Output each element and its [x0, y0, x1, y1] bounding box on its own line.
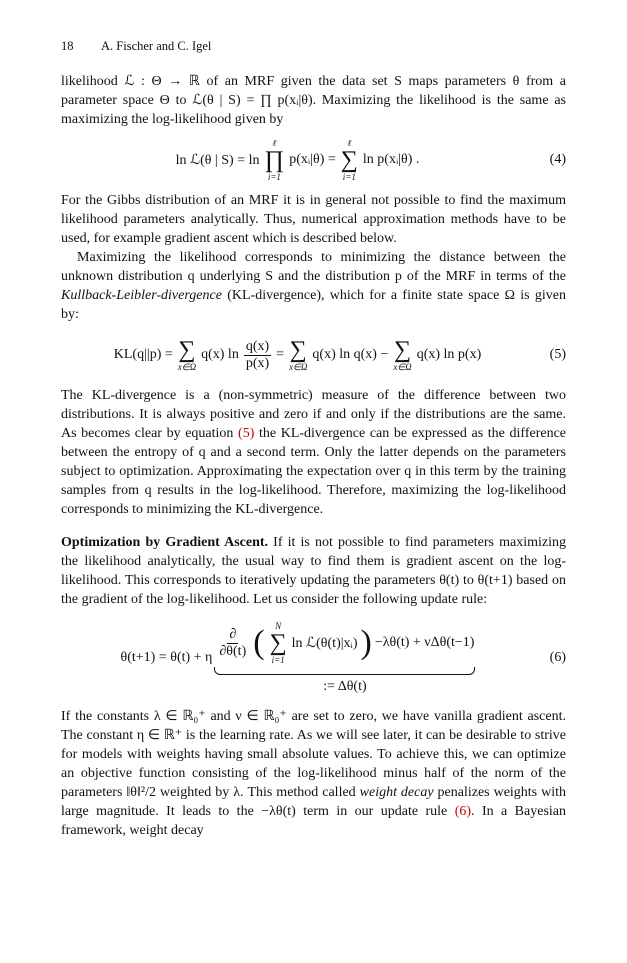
sum-operator-1: [178, 338, 196, 372]
equation-6-lhs: θ(t+1) = θ(t) + η: [120, 650, 213, 665]
equation-6-inner: ln ℒ(θ(t)|xᵢ): [291, 635, 358, 651]
underbrace-label: := Δθ(t): [323, 679, 367, 694]
equation-4: [61, 129, 566, 191]
paragraph-weight-decay-mid: penalizes weights with large magnitude. It leads to the −λθ(t) term in our update rule: [61, 785, 566, 819]
sum-symbol: ∑: [289, 337, 307, 363]
kl-divergence-term: Kullback-Leibler-divergence: [61, 288, 222, 303]
left-paren: (: [253, 624, 265, 661]
equation-6-tail: −λθ(t) + νΔθ(t−1): [374, 635, 475, 650]
paragraph-kl-intro: [61, 248, 566, 324]
equation-5-fraction: [244, 339, 271, 372]
equation-4-mid: p(xᵢ|θ) =: [289, 152, 336, 167]
page: [61, 36, 566, 840]
paragraph-likelihood-line2: a parameter space Θ to ℒ(θ | S) = ∏ p(xᵢ|θ). Maximizing the likelihood is the: [61, 74, 566, 108]
sum-operator: [341, 138, 358, 182]
sum-operator: [270, 621, 287, 665]
equation-5: [61, 324, 566, 386]
sum-symbol: ∑: [269, 630, 287, 656]
paragraph-kl-intro-after: (KL-divergence), which for a finite state space Ω is given by:: [61, 288, 566, 322]
sum-lower-limit: x∈Ω: [177, 362, 197, 372]
section-heading: Optimization by Gradient Ascent.: [61, 535, 269, 550]
right-paren: ): [360, 624, 372, 661]
product-lower-limit: i=1: [267, 172, 281, 182]
derivative-numerator: ∂: [229, 626, 237, 642]
product-operator: [264, 138, 284, 182]
equation-4-number: (4): [549, 152, 566, 167]
sum-lower-limit: x∈Ω: [393, 362, 412, 372]
equation-5-term3: q(x) ln p(x): [416, 347, 482, 362]
sum-symbol: ∑: [393, 337, 412, 363]
sum-lower-limit: x∈Ω: [289, 362, 308, 372]
equation-5-term1: q(x) ln: [201, 347, 239, 362]
paragraph-likelihood-line3: same as maximizing the log-likelihood given by: [61, 93, 567, 127]
paragraph-kl-properties-before: The KL-divergence is a (non-symmetric) measure of the difference between two distributions. It is always positive and zero if and only if the distributions are the same. As becomes clear by equation: [61, 388, 566, 441]
fraction-denominator: p(x): [245, 355, 270, 371]
equation-5-body: [61, 338, 534, 372]
sum-operator-2: [289, 338, 307, 372]
paragraph-weight-decay-after: . In a Bayesian framework, weight decay: [61, 804, 566, 838]
sum-lower-limit: i=1: [342, 172, 356, 182]
equation-5-link[interactable]: (5): [238, 426, 255, 441]
sum-upper-limit: N: [275, 621, 282, 631]
fraction-numerator: q(x): [245, 338, 270, 354]
equation-5-equals: =: [276, 347, 285, 362]
paragraph-kl-intro-before: Maximizing the likelihood corresponds to minimizing the distance between the unknown distribution q underlying S and the distribution p of the MRF in terms of the: [61, 250, 566, 284]
equation-4-body: [61, 138, 534, 182]
equation-4-rhs: ln p(xᵢ|θ) .: [362, 152, 420, 167]
derivative-denominator: ∂θ(t): [219, 643, 247, 659]
sum-symbol: ∑: [340, 147, 358, 173]
equation-5-term2: q(x) ln q(x) −: [312, 347, 389, 362]
paragraph-likelihood-line1: likelihood ℒ : Θ → ℝ of an MRF given the data set S maps parameters θ from: [61, 74, 554, 89]
equation-6: [61, 609, 566, 707]
equation-5-number: (5): [549, 347, 566, 362]
running-head: [61, 39, 566, 54]
equation-5-lhs: KL(q||p) =: [113, 347, 173, 362]
running-head-authors: A. Fischer and C. Igel: [101, 39, 212, 53]
equation-6-braced-group: [215, 621, 474, 695]
equation-6-body: [61, 621, 534, 695]
paragraph-gradient-ascent-text: If it is not possible to find parameters maximizing the likelihood analytically, the usual way to find them is gradient ascent on the log-likelihood. This corresponds to iteratively updating the parameters θ(t) to θ(t+1) based on the gradient of the log-likelihood. Let us consider the following update rule:: [61, 535, 566, 607]
paragraph-weight-decay: [61, 707, 566, 840]
underbrace: [214, 667, 475, 675]
paragraph-weight-decay-before: If the constants λ ∈ ℝ₀⁺ and ν ∈ ℝ₀⁺ are set to zero, we have vanilla gradient ascent. The constant η ∈ ℝ⁺ is the learning rate. As we will see later, it can be desirable to strive for models with weights having small absolute values. To achieve this, we can optimize an objective function consisting of the log-likelihood minus half of the norm of the parameters ‖θ‖²/2 weighted by λ. This method called: [61, 709, 566, 800]
product-symbol: ∏: [264, 147, 285, 173]
equation-6-link[interactable]: (6): [454, 804, 472, 819]
paragraph-gibbs: For the Gibbs distribution of an MRF it is in general not possible to find the maximum likelihood parameters analytically. Thus, numerical approximation methods have to be used, for example gradient ascent which is described below.: [61, 193, 566, 246]
sum-symbol: ∑: [178, 337, 196, 363]
sum-operator-3: [393, 338, 411, 372]
page-number: 18: [61, 39, 74, 53]
equation-4-lhs: ln ℒ(θ | S) = ln: [175, 152, 260, 168]
equation-6-derivative: [217, 627, 248, 660]
paragraph-kl-properties: [61, 386, 566, 519]
sum-lower-limit: i=1: [271, 655, 285, 665]
sum-upper-limit: ℓ: [347, 138, 352, 148]
section-gap: [61, 519, 566, 533]
paragraph-likelihood: [61, 72, 566, 129]
equation-6-gradient-term: [215, 621, 474, 665]
paragraph-kl-properties-after: the KL-divergence can be expressed as the difference between the entropy of q and a second term. Only the latter depends on the parameters subject to optimization. Approximating the expectation over q in this term by the training samples from q results in the log-likelihood. Therefore, maximizing the log-likelihood corresponds to minimizing the KL-divergence.: [61, 426, 566, 517]
weight-decay-term: weight decay: [359, 785, 434, 800]
paragraph-gradient-ascent: [61, 533, 566, 609]
equation-6-number: (6): [549, 650, 566, 665]
product-upper-limit: ℓ: [272, 138, 277, 148]
